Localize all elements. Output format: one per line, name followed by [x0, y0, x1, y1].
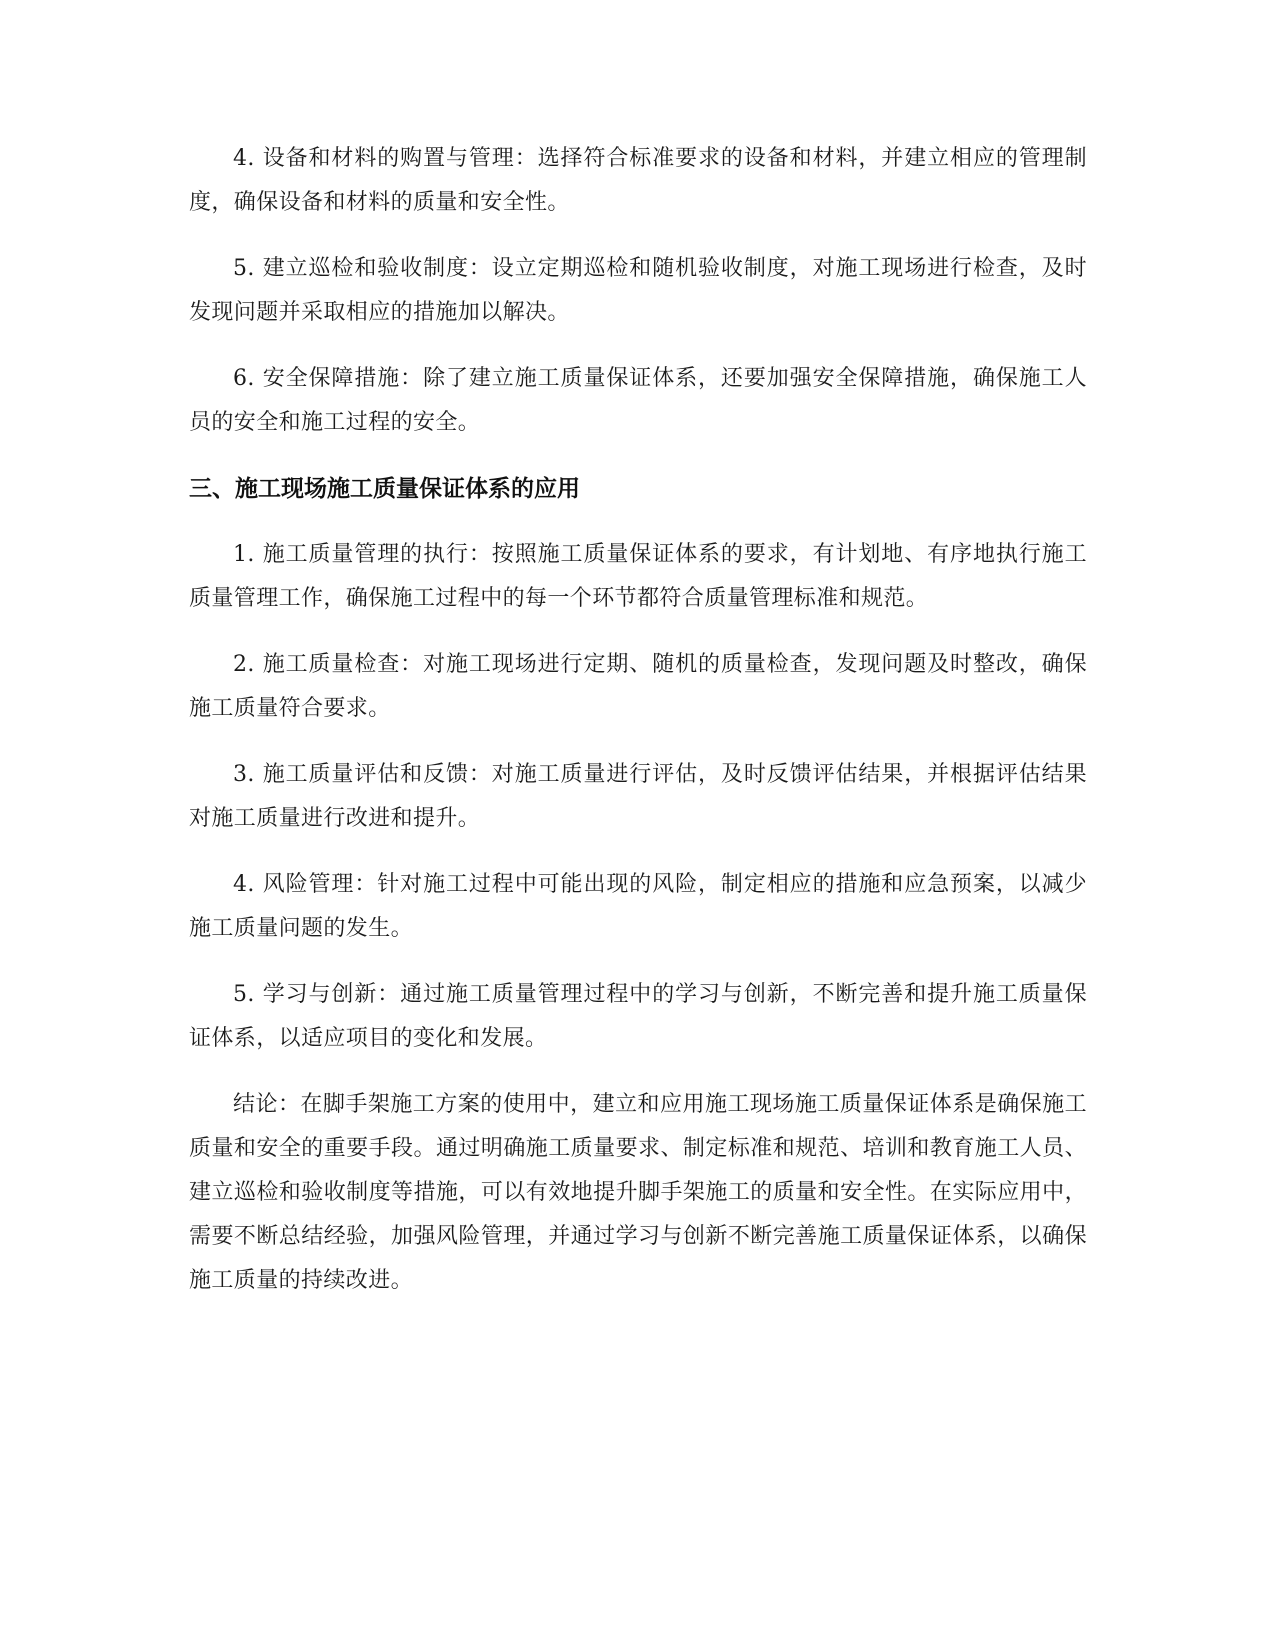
list-item-quality-execution: 1. 施工质量管理的执行：按照施工质量保证体系的要求，有计划地、有序地执行施工质量管理工作，确保施工过程中的每一个环节都符合质量管理标准和规范。 — [189, 542, 1087, 611]
list-item-quality-inspection: 2. 施工质量检查：对施工现场进行定期、随机的质量检查，发现问题及时整改，确保施工质量符合要求。 — [189, 652, 1087, 721]
list-item-learning-innovation: 5. 学习与创新：通过施工质量管理过程中的学习与创新，不断完善和提升施工质量保证体系，以适应项目的变化和发展。 — [189, 982, 1087, 1051]
list-item-equipment-materials: 4. 设备和材料的购置与管理：选择符合标准要求的设备和材料，并建立相应的管理制度，确保设备和材料的质量和安全性。 — [189, 146, 1087, 215]
list-item-safety-measures: 6. 安全保障措施：除了建立施工质量保证体系，还要加强安全保障措施，确保施工人员的安全和施工过程的安全。 — [189, 366, 1087, 435]
section-heading-application: 三、施工现场施工质量保证体系的应用 — [189, 476, 580, 502]
list-item-inspection-acceptance: 5. 建立巡检和验收制度：设立定期巡检和随机验收制度，对施工现场进行检查，及时发现问题并采取相应的措施加以解决。 — [189, 256, 1087, 325]
document-page — [189, 137, 1087, 1325]
list-item-risk-management: 4. 风险管理：针对施工过程中可能出现的风险，制定相应的措施和应急预案，以减少施工质量问题的发生。 — [189, 872, 1087, 941]
list-item-quality-evaluation: 3. 施工质量评估和反馈：对施工质量进行评估，及时反馈评估结果，并根据评估结果对施工质量进行改进和提升。 — [189, 762, 1087, 831]
conclusion-paragraph: 结论：在脚手架施工方案的使用中，建立和应用施工现场施工质量保证体系是确保施工质量和安全的重要手段。通过明确施工质量要求、制定标准和规范、培训和教育施工人员、建立巡检和验收制度等措施，可以有效地提升脚手架施工的质量和安全性。在实际应用中，需要不断总结经验，加强风险管理，并通过学习与创新不断完善施工质量保证体系，以确保施工质量的持续改进。 — [189, 1092, 1087, 1293]
